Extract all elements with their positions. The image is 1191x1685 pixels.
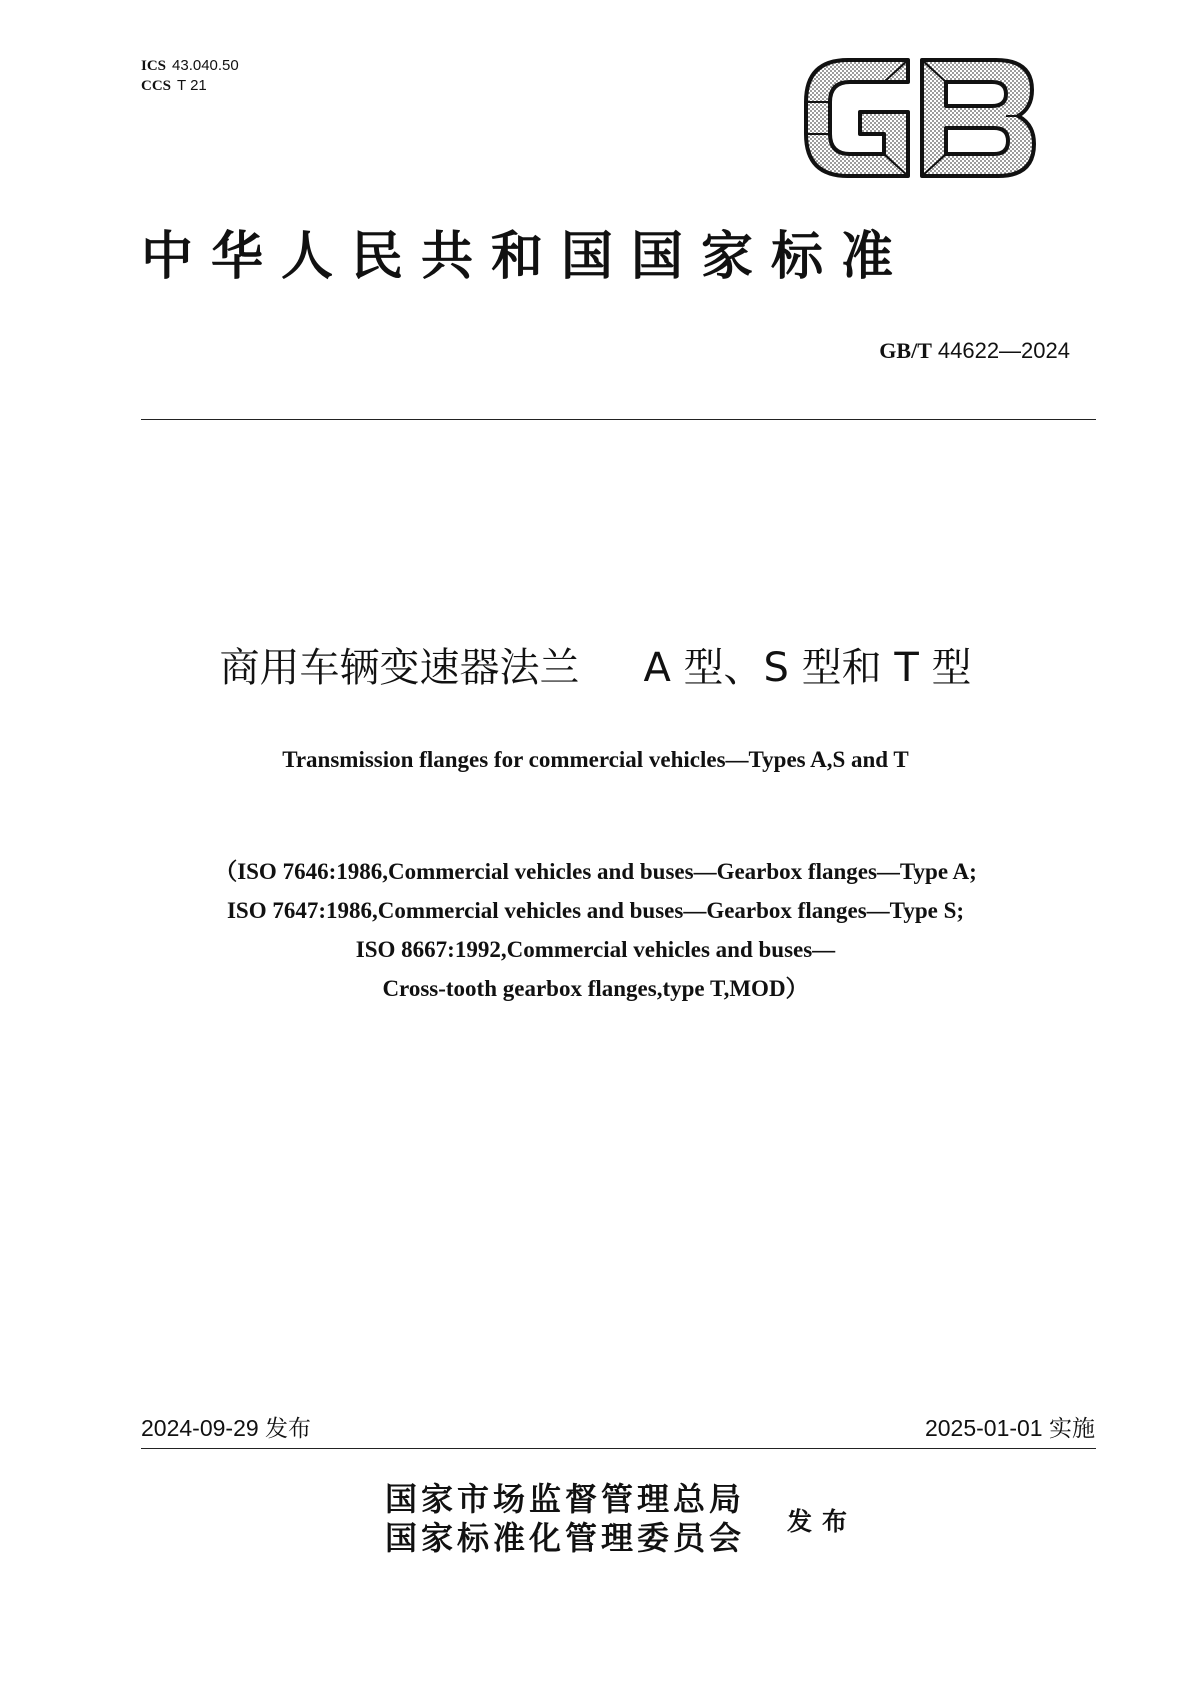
ics-label: ICS — [141, 58, 167, 74]
bottom-divider — [141, 1448, 1096, 1449]
iso-reference-line: ISO 7647:1986,Commercial vehicles and buses—Gearbox flanges—Type S; — [226, 898, 965, 923]
iso-reference-line: ISO 8667:1992,Commercial vehicles and buses— — [355, 937, 836, 962]
ics-code — [141, 56, 239, 76]
ccs-code — [141, 76, 239, 96]
chinese-title-main: 商用车辆变速器法兰 — [219, 645, 580, 691]
implementation-date: 2025-01-01 实施 — [924, 1415, 1095, 1441]
issued-label: 发布 — [787, 1507, 858, 1536]
gb-logo — [800, 56, 1038, 180]
iso-reference-line: （ISO 7646:1986,Commercial vehicles and buses—Gearbox flanges—Type A; — [214, 859, 977, 884]
top-divider — [141, 419, 1096, 420]
national-standard-title: 中华人民共和国国家标准 — [141, 226, 912, 287]
iso-references — [0, 852, 1191, 1008]
chinese-title-types: A 型、S 型和 T 型 — [643, 645, 972, 691]
chinese-title — [0, 640, 1191, 696]
gb-logo-text: GB — [800, 56, 802, 57]
issuer-samr: 国家市场监督管理总局 — [385, 1480, 746, 1518]
ccs-value: T 21 — [177, 77, 207, 94]
ccs-label: CCS — [141, 78, 172, 94]
issuing-authorities — [385, 1480, 745, 1558]
classification-codes — [141, 56, 239, 96]
issue-date: 2024-09-29 发布 — [141, 1415, 312, 1441]
standard-number-value: 44622—2024 — [937, 338, 1070, 363]
ics-value: 43.040.50 — [172, 57, 239, 74]
standard-number — [879, 338, 1070, 364]
standard-number-prefix: GB/T — [879, 338, 932, 363]
english-title: Transmission flanges for commercial vehicles—Types A,S and T — [282, 747, 909, 772]
iso-reference-line: Cross-tooth gearbox flanges,type T,MOD） — [382, 976, 809, 1001]
issuer-sac: 国家标准化管理委员会 — [385, 1519, 746, 1557]
